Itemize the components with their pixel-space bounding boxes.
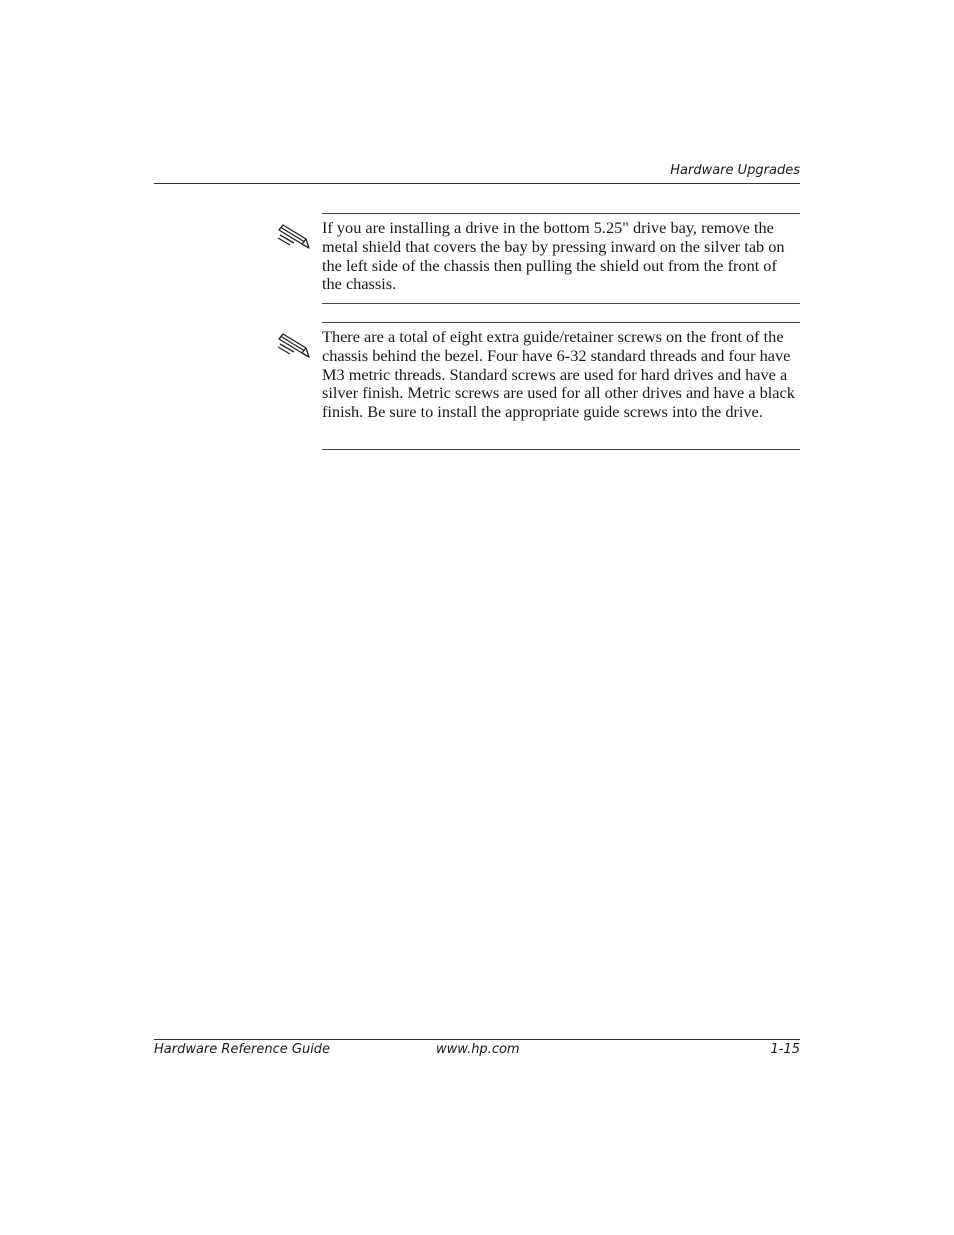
header-divider xyxy=(154,183,800,184)
note-block xyxy=(322,322,800,450)
footer-website-link[interactable]: www.hp.com xyxy=(436,1042,520,1057)
note-text: If you are installing a drive in the bottom 5.25" drive bay, remove the metal shield that covers the bay by pressing inward on the silver tab on the left side of the chassis then pulling the shield out from the front of the chassis. xyxy=(322,218,785,294)
footer-guide-title: Hardware Reference Guide xyxy=(154,1042,331,1057)
note-block xyxy=(322,213,800,304)
running-header-title: Hardware Upgrades xyxy=(670,163,800,178)
pencil-note-icon xyxy=(276,222,310,250)
footer-page-number: 1-15 xyxy=(770,1042,800,1057)
note-text: There are a total of eight extra guide/retainer screws on the front of the chassis behind the bezel. Four have 6-32 standard threads and four have M3 metric threads. Standard screws are used for hard drives and have a silver finish. Metric screws are used for all other drives and have a black finish. Be sure to install the appropriate guide screws into the drive. xyxy=(322,327,795,422)
pencil-note-icon xyxy=(276,331,310,359)
footer-divider xyxy=(154,1039,800,1040)
